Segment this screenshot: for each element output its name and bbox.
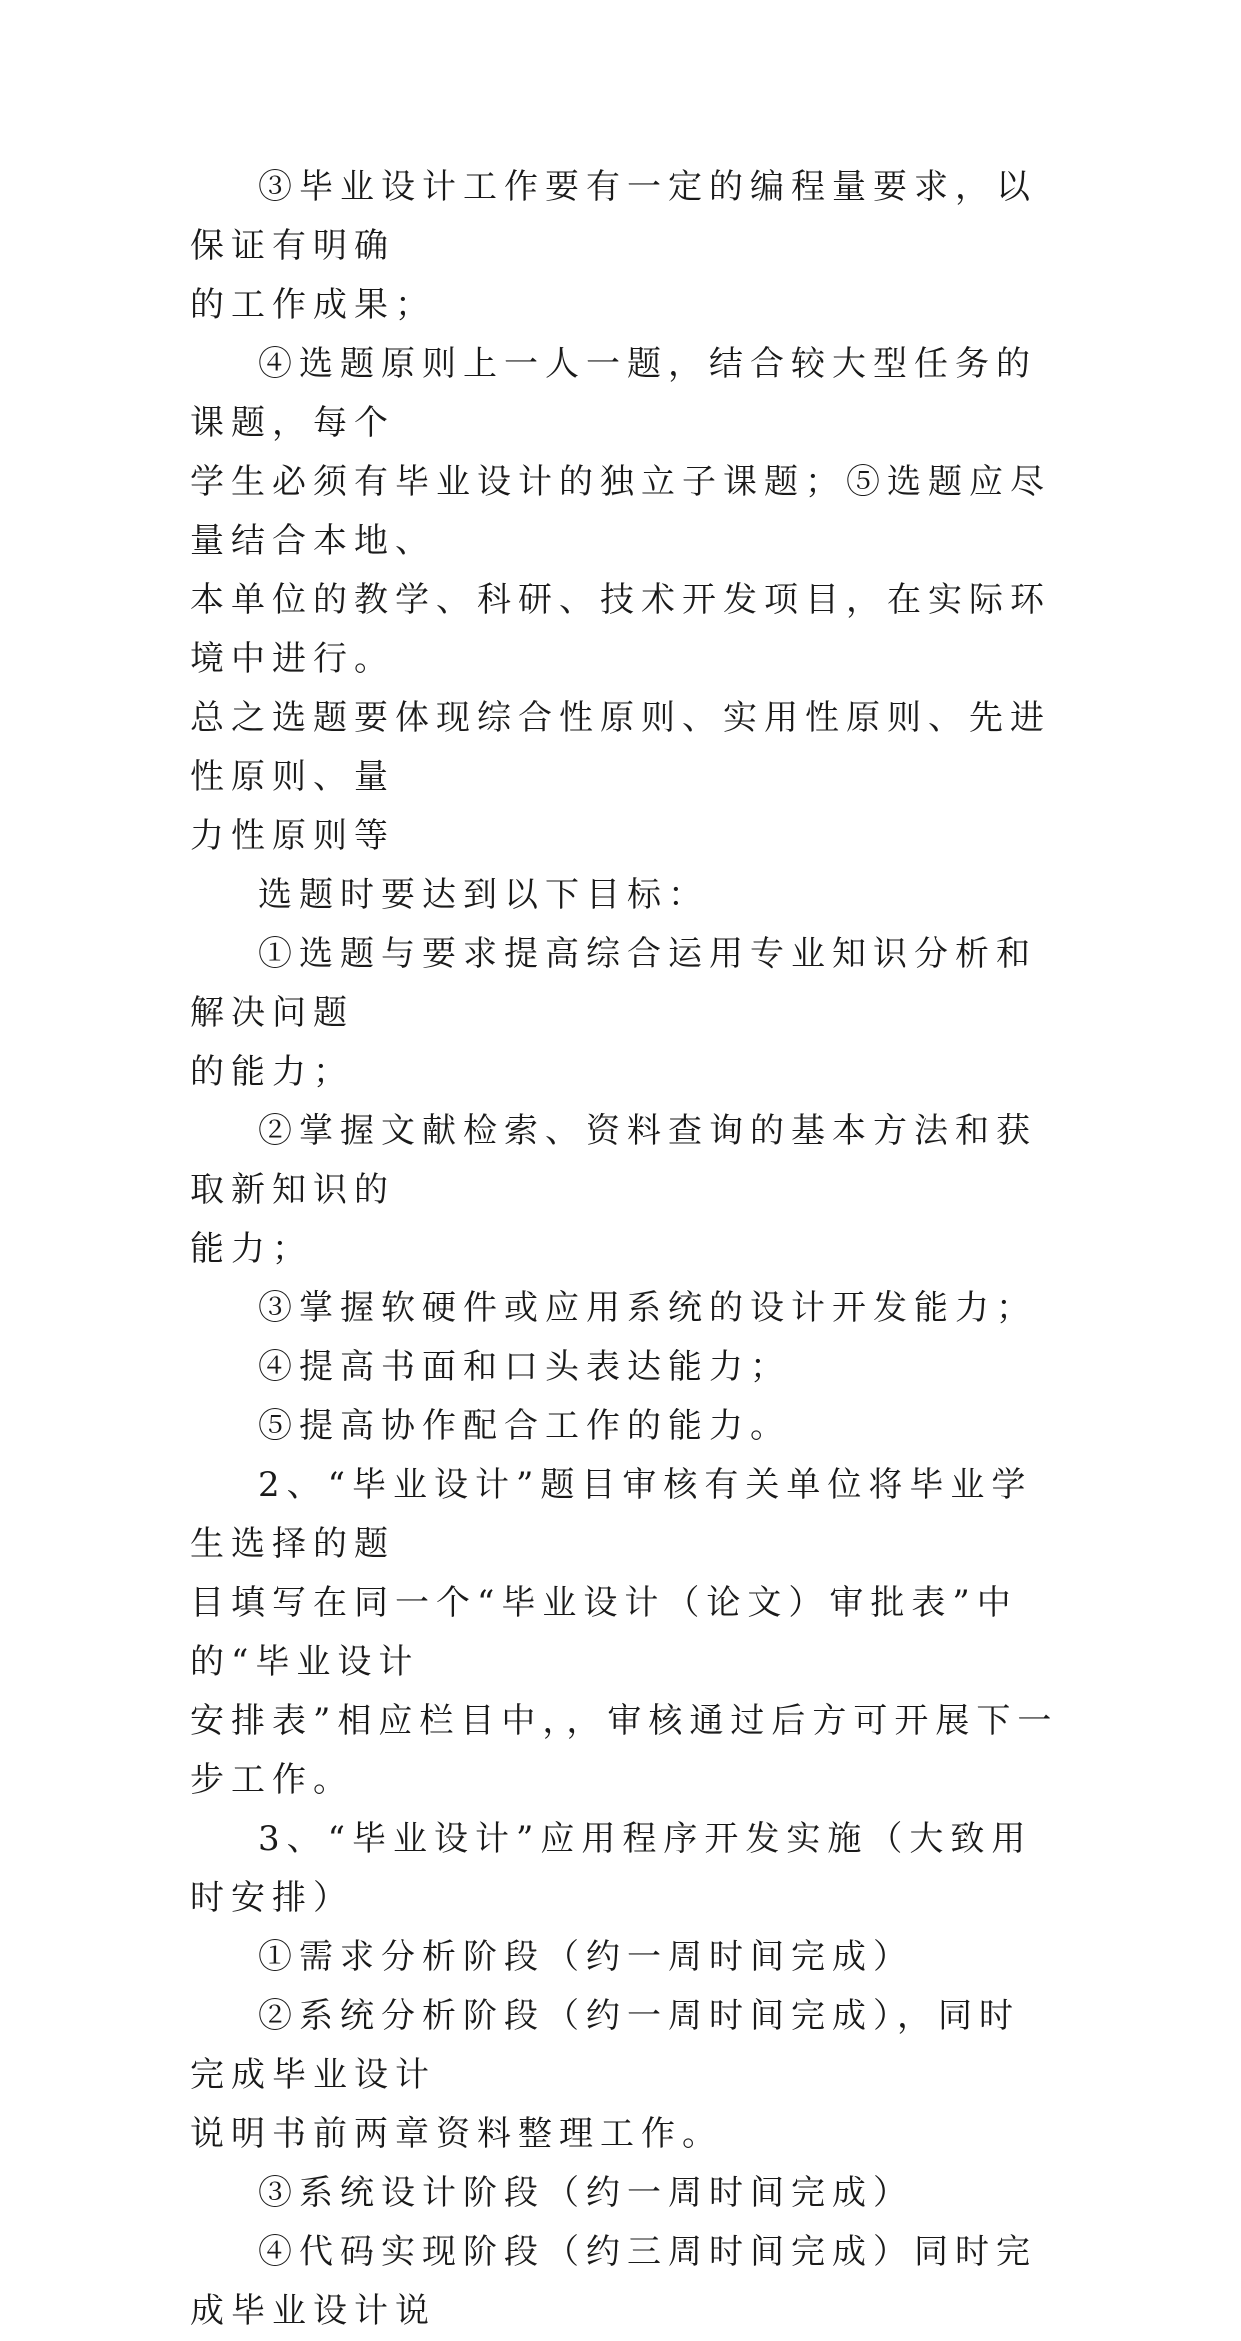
paragraph <box>190 1397 1060 1456</box>
text-line: 安排表”相应栏目中，，审核通过后方可开展下一步工作。 <box>190 1701 1059 1800</box>
text-line: 力性原则等 <box>190 816 395 856</box>
text-line: 2、“毕业设计”题目审核有关单位将毕业学生选择的题 <box>190 1465 1033 1564</box>
paragraph <box>190 925 1060 1102</box>
text-line: 说明书前两章资料整理工作。 <box>190 2114 723 2154</box>
paragraph <box>190 2223 1060 2341</box>
paragraph <box>190 1279 1060 1338</box>
text-line: ④选题原则上一人一题，结合较大型任务的课题，每个 <box>190 344 1037 443</box>
text-line: ②掌握文献检索、资料查询的基本方法和获取新知识的 <box>190 1111 1037 1210</box>
paragraph <box>190 866 1060 925</box>
text-line: 本单位的教学、科研、技术开发项目，在实际环境中进行。 <box>190 580 1051 679</box>
paragraph <box>190 1810 1060 1928</box>
text-line: 学生必须有毕业设计的独立子课题；⑤选题应尽量结合本地、 <box>190 462 1051 561</box>
text-line: ③掌握软硬件或应用系统的设计开发能力； <box>258 1288 1037 1328</box>
text-line: ③系统设计阶段（约一周时间完成） <box>258 2173 914 2213</box>
document-body <box>190 158 1060 2341</box>
paragraph <box>190 2164 1060 2223</box>
text-line: 总之选题要体现综合性原则、实用性原则、先进性原则、量 <box>190 698 1051 797</box>
text-line: 选题时要达到以下目标： <box>258 875 709 915</box>
paragraph <box>190 1338 1060 1397</box>
text-line: ④代码实现阶段（约三周时间完成）同时完成毕业设计说 <box>190 2232 1037 2331</box>
paragraph <box>190 335 1060 866</box>
text-line: 目填写在同一个“毕业设计（论文）审批表”中的“毕业设计 <box>190 1583 1018 1682</box>
text-line: 的能力； <box>190 1052 354 1092</box>
text-line: 的工作成果； <box>190 285 436 325</box>
text-line: 3、“毕业设计”应用程序开发实施（大致用时安排） <box>190 1819 1033 1918</box>
text-line: ①需求分析阶段（约一周时间完成） <box>258 1937 914 1977</box>
text-line: 能力； <box>190 1229 313 1269</box>
paragraph <box>190 1456 1060 1810</box>
text-line: ④提高书面和口头表达能力； <box>258 1347 791 1387</box>
text-line: ①选题与要求提高综合运用专业知识分析和解决问题 <box>190 934 1037 1033</box>
paragraph <box>190 1102 1060 1279</box>
text-line: ②系统分析阶段（约一周时间完成），同时完成毕业设计 <box>190 1996 1020 2095</box>
paragraph <box>190 1987 1060 2164</box>
text-line: ⑤提高协作配合工作的能力。 <box>258 1406 791 1446</box>
text-line: ③毕业设计工作要有一定的编程量要求，以保证有明确 <box>190 167 1037 266</box>
paragraph <box>190 1928 1060 1987</box>
paragraph <box>190 158 1060 335</box>
